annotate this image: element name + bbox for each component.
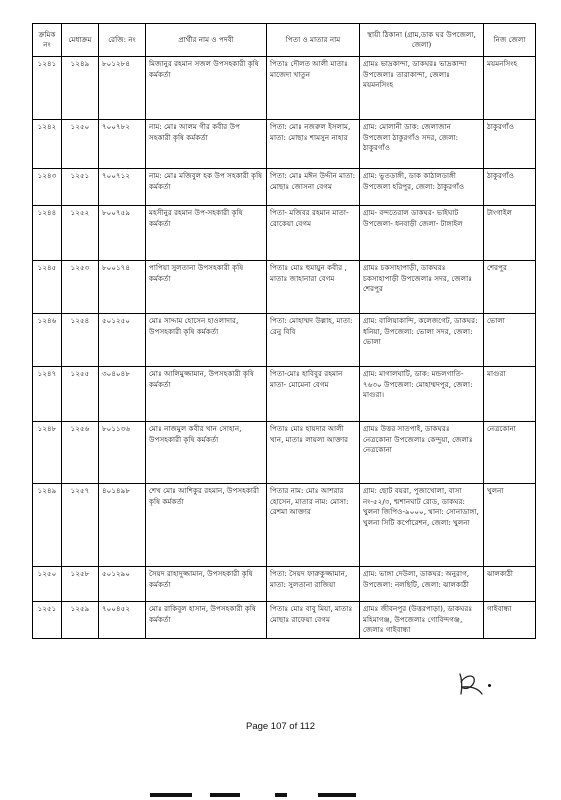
cell-parents: পিতা: মোঃ নজরুল ইসলাম, মাতা: মোছাঃ শামসুন নাহার — [267, 120, 360, 169]
cell-serial: ১২৪৮ — [33, 422, 62, 484]
cell-merit: ১২৫৩ — [62, 261, 99, 314]
cell-parents: পিতা: মোঃ মঈন উদ্দীন মাতা: মোছাঃ জোসনা বেগম — [267, 169, 360, 206]
header-serial: ক্রমিক নং — [33, 24, 62, 57]
scan-edge-mark — [318, 793, 356, 797]
cell-reg: ৪০১৪৯৮ — [99, 484, 146, 567]
cell-serial: ১২৪৪ — [33, 206, 62, 261]
table-row — [33, 261, 536, 314]
cell-name: মোঃ নাজমুল কবীর খান সোহান, উপসহকারী কৃষি কর্মকর্তা — [146, 422, 267, 484]
cell-district: ঝালকাঠী — [484, 567, 536, 602]
cell-address: গ্রাম: মোলানী ডাক: জেলাজান উপজেলা ঠাকুরগাঁও সদর, জেলা: ঠাকুরগাঁও — [360, 120, 484, 169]
cell-address: গ্রামঃ উত্তর সাতপাই, ডাকঘরঃ নেত্রকোনা উপজেলাঃ কেন্দুয়া, জেলাঃ নেত্রকোনা — [360, 422, 484, 484]
cell-merit: ১২৫২ — [62, 206, 99, 261]
cell-address: গ্রামঃ জীবনপুর (উত্তরপাড়া), ডাকঘরঃ মহিমাগঞ্জ, উপজেলাঃ গোবিন্দগঞ্জ, জেলাঃ গাইবান্ধা — [360, 602, 484, 639]
table-row — [33, 422, 536, 484]
cell-merit: ১২৫৯ — [62, 602, 99, 639]
cell-reg: ৫০১২৯০ — [99, 567, 146, 602]
cell-district: ময়মনসিংহ — [484, 57, 536, 120]
cell-serial: ১২৪৯ — [33, 484, 62, 567]
cell-name: পাপিয়া সুলতানা উপসহকারী কৃষি কর্মকর্তা — [146, 261, 267, 314]
cell-merit: ১২৫১ — [62, 169, 99, 206]
cell-reg: ৭০০৪৫২ — [99, 602, 146, 639]
cell-address: গ্রাম: মাগালঘাটি, ডাক: মন্ডলগাতি- ৭৬৩০ উপজেলা: মোহাম্মদপুর, জেলা: মাগুরা। — [360, 367, 484, 422]
cell-reg: ৫০১২৫০ — [99, 314, 146, 367]
cell-merit: ১২৫০ — [62, 120, 99, 169]
header-name: প্রার্থীর নাম ও পদবী — [146, 24, 267, 57]
header-parents: পিতা ও মাতার নাম — [267, 24, 360, 57]
cell-name: মোঃ রাকিবুল হাসান, উপসহকারী কৃষি কর্মকর্তা — [146, 602, 267, 639]
cell-merit: ১২৪৯ — [62, 57, 99, 120]
cell-address: গ্রাম- বন্দতেরাল ডাকঘর- ভাইঘাট উপজেলা- ধনবাড়ী জেলা- টাঙ্গাইল — [360, 206, 484, 261]
cell-serial: ১২৪৫ — [33, 261, 62, 314]
cell-district: খুলনা — [484, 484, 536, 567]
cell-parents: পিতা-মোঃ হাবিবুর রহমান মাতা- মোমেনা বেগম — [267, 367, 360, 422]
cell-reg: ৮০০১৭৪ — [99, 261, 146, 314]
cell-serial: ১২৫১ — [33, 602, 62, 639]
table-row — [33, 169, 536, 206]
cell-reg: ৮০১২৮৪ — [99, 57, 146, 120]
cell-parents: পিতা: মোহাম্মদ উল্লাহ, মাতা: রেনু বিবি — [267, 314, 360, 367]
cell-serial: ১২৪৭ — [33, 367, 62, 422]
cell-parents: পিতার নাম: মোঃ আশরার হোসেন, মাতার নাম: মোসা: রেশমা আক্তার — [267, 484, 360, 567]
table-row — [33, 367, 536, 422]
header-district: নিজ জেলা — [484, 24, 536, 57]
cell-merit: ১২৫৬ — [62, 422, 99, 484]
header-merit: মেধাক্রম — [62, 24, 99, 57]
cell-name: নাম: মোঃ আলম গীর কবীর উপ সহকারী কৃষি কর্মকর্তা — [146, 120, 267, 169]
table-row — [33, 567, 536, 602]
cell-district: শেরপুর — [484, 261, 536, 314]
cell-reg: ৮০০৭৫৯ — [99, 206, 146, 261]
cell-address: গ্রামঃ চকসাহাপাড়ী, ডাকঘরঃ চকসাহাপাড়ী উপজেলাঃ সদর, জেলাঃ শেরপুর — [360, 261, 484, 314]
header-address: স্থায়ী ঠিকানা (গ্রাম,ডাক ঘর উপজেলা, জেলা) — [360, 24, 484, 57]
cell-merit: ১২৫৮ — [62, 567, 99, 602]
cell-district: গাইবান্ধা — [484, 602, 536, 639]
scan-edge-mark — [275, 793, 287, 797]
cell-address: গ্রাম: ভুতডাঙ্গী, ডাক কাঠালডাঙ্গী উপজেলা হরিপুর, জেলা: ঠাকুরগাঁও — [360, 169, 484, 206]
cell-serial: ১২৫০ — [33, 567, 62, 602]
table-row — [33, 57, 536, 120]
table-header-row — [33, 24, 536, 57]
table-row — [33, 602, 536, 639]
cell-merit: ১২৫৪ — [62, 314, 99, 367]
cell-district: ভোলা — [484, 314, 536, 367]
cell-district: ঠাকুরগাঁও — [484, 120, 536, 169]
cell-name: শেখ মোঃ আশিকুর রহমান, উপসহকারী কৃষি কর্মকর্তা — [146, 484, 267, 567]
cell-address: গ্রাম: ছোট বয়রা, পুজাখোলা, বাসা নং-৫২/৩, শ্মশানঘাট রোড, ডাকঘর: খুলনা জিপিও-৯০০০, থানা: সোনাডাঙ্গা, খুলনা সিটি কর্পোরেশন, জেলা: খুলনা — [360, 484, 484, 567]
cell-address: গ্রাম: ভাঙ্গা দেউলা, ডাকঘর: অনুরাগ, উপজেলা: নলছিটি, জেলা: ঝালকাঠী — [360, 567, 484, 602]
cell-parents: পিতা: সৈয়দ ফারুকুজ্জামান, মাতা: সুলতানা রাজিয়া — [267, 567, 360, 602]
cell-district: টাংগাইল — [484, 206, 536, 261]
scan-edge-mark — [210, 793, 240, 797]
cell-serial: ১২৪২ — [33, 120, 62, 169]
cell-name: মোঃ সাদ্দাম হোসেন হাওলাদার, উপসহকারী কৃষি কর্মকর্তা — [146, 314, 267, 367]
cell-parents: পিতাঃ মোঃ বাবু মিয়া, মাতাঃ মোছাঃ রাফেয়া বেগম — [267, 602, 360, 639]
candidate-table — [32, 23, 536, 639]
cell-address: গ্রামঃ ভাদ্রকান্দা, ডাকঘরঃ ভাদ্রকান্দা উপজেলাঃ তারাকান্দা, জেলাঃ ময়মনসিংহ — [360, 57, 484, 120]
cell-parents: পিতাঃ মোঃ হুমায়ুন কবীর , মাতাঃ জাহানারা বেগম — [267, 261, 360, 314]
cell-name: সৈয়দ রাহাদুজ্জামান, উপসহকারী কৃষি কর্মকর্তা — [146, 567, 267, 602]
handwritten-initial — [456, 670, 496, 696]
cell-district: ঠাকুরগাঁও — [484, 169, 536, 206]
cell-merit: ১২৫৫ — [62, 367, 99, 422]
scan-edge-mark — [150, 793, 192, 797]
cell-reg: ৭০০৭১২ — [99, 169, 146, 206]
cell-reg: ৭০০৭৮২ — [99, 120, 146, 169]
cell-name: মহসীনুর রহমান উপ-সহকারী কৃষি কর্মকর্তা — [146, 206, 267, 261]
cell-reg: ৮০১১৩৬ — [99, 422, 146, 484]
header-reg: রেজি: নং — [99, 24, 146, 57]
table-row — [33, 206, 536, 261]
cell-name: নাম: মোঃ মজিবুল হক উপ সহকারী কৃষি কর্মকর্তা — [146, 169, 267, 206]
cell-reg: ৩০৪০৪৮ — [99, 367, 146, 422]
cell-serial: ১২৪৩ — [33, 169, 62, 206]
cell-name: মিজানুর রহমান সজল উপসহকারী কৃষি কর্মকর্তা — [146, 57, 267, 120]
table-row — [33, 484, 536, 567]
cell-parents: পিতাঃ দৌলত আলী মাতাঃ মাজেদা খাতুন — [267, 57, 360, 120]
cell-name: মোঃ আলিমুজ্জামান, উপসহকারী কৃষি কর্মকর্তা — [146, 367, 267, 422]
table-row — [33, 120, 536, 169]
cell-parents: পিতা- মজিবর রহমান মাতা- রোকেয়া বেগম — [267, 206, 360, 261]
cell-district: মাগুরা — [484, 367, 536, 422]
cell-district: নেত্রকোনা — [484, 422, 536, 484]
cell-serial: ১২৪১ — [33, 57, 62, 120]
cell-merit: ১২৫৭ — [62, 484, 99, 567]
handwritten-dot — [488, 684, 491, 687]
cell-address: গ্রাম: বালিয়াকান্দি, কলেজগেট, ডাকঘর: ধনিয়া, উপজেলা: ভোলা সদর, জেলা: ভোলা — [360, 314, 484, 367]
page-number: Page 107 of 112 — [245, 721, 316, 732]
cell-serial: ১২৪৬ — [33, 314, 62, 367]
cell-parents: পিতাঃ মোঃ হায়দার আলী খান, মাতাঃ লায়লা আক্তার — [267, 422, 360, 484]
table-row — [33, 314, 536, 367]
